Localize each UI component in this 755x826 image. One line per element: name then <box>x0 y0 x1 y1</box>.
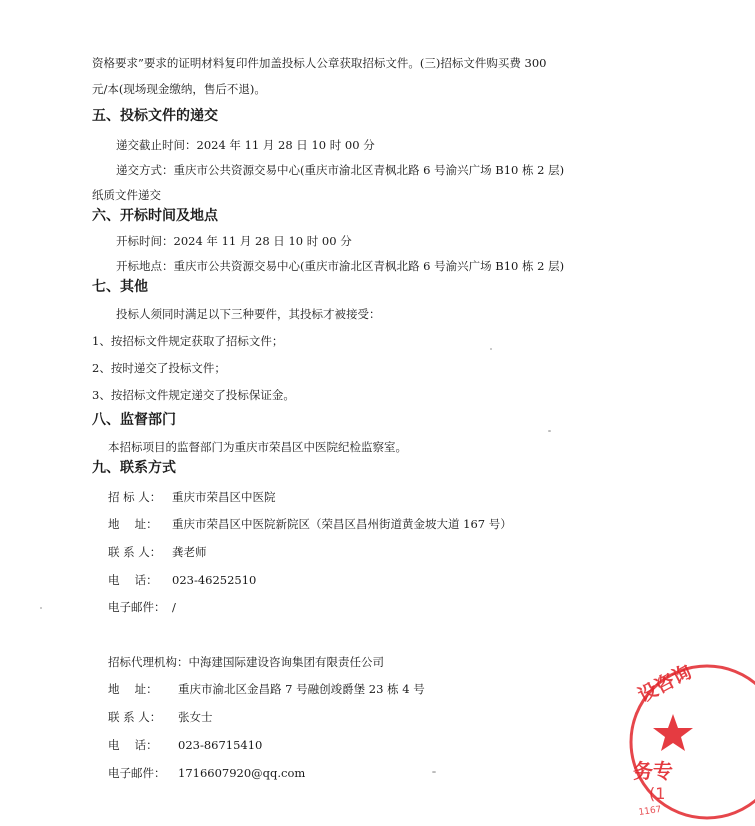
contact-row-email <box>108 598 176 616</box>
opening-place: 开标地点：重庆市公共资源交易中心(重庆市渝北区青枫北路 6 号渝兴广场 B10 栋 2 层) <box>116 259 565 273</box>
agency-row-email <box>108 764 305 782</box>
scan-speck <box>490 348 492 350</box>
submission-method: 递交方式：重庆市公共资源交易中心(重庆市渝北区青枫北路 6 号渝兴广场 B10 栋 2 层) <box>116 163 565 177</box>
agency-value: 张女士 <box>178 710 213 724</box>
agency-row-person <box>108 708 213 726</box>
contact-value: 重庆市荣昌区中医院 <box>172 490 276 504</box>
submission-method-continued: 纸质文件递交 <box>92 188 161 202</box>
company-seal <box>625 662 755 822</box>
requirement-item: 2、按时递交了投标文件； <box>92 361 226 375</box>
company-seal-graphic <box>625 662 755 822</box>
scan-speck <box>40 607 42 609</box>
contact-value: / <box>172 600 176 614</box>
section-6-heading: 六、开标时间及地点 <box>92 208 218 224</box>
agency-label: 电 话： <box>108 738 158 752</box>
contact-label: 招 标 人： <box>108 490 162 504</box>
contact-row-tenderer <box>108 488 276 506</box>
intro-line-1: 资格要求”要求的证明材料复印件加盖投标人公章获取招标文件。(三)招标文件购买费 300 <box>92 56 547 70</box>
opening-time: 开标时间：2024 年 11 月 28 日 10 时 00 分 <box>116 234 352 248</box>
agency-value: 1716607920@qq.com <box>178 766 306 780</box>
agency-row-address <box>108 680 425 698</box>
contact-label: 电子邮件： <box>108 600 166 614</box>
agency-label: 电子邮件： <box>108 766 166 780</box>
contact-value: 重庆市荣昌区中医院新院区（荣昌区昌州街道黄金坡大道 167 号） <box>172 517 512 531</box>
scan-speck <box>548 430 551 432</box>
agency-title: 招标代理机构：中海建国际建设咨询集团有限责任公司 <box>108 655 384 669</box>
contact-row-person <box>108 543 207 561</box>
seal-paren-text: (1 <box>649 784 666 803</box>
contact-row-phone <box>108 571 256 589</box>
contact-label: 电 话： <box>108 573 158 587</box>
agency-label: 地 址： <box>108 682 158 696</box>
requirement-item: 1、按招标文件规定获取了招标文件； <box>92 334 284 348</box>
contact-value: 023-46252510 <box>172 573 257 587</box>
agency-label: 联 系 人： <box>108 710 162 724</box>
submission-deadline: 递交截止时间：2024 年 11 月 28 日 10 时 00 分 <box>116 138 375 152</box>
agency-row-phone <box>108 736 262 754</box>
agency-value: 023-86715410 <box>178 738 263 752</box>
seal-star-icon <box>653 714 693 751</box>
seal-number-text: 1167 <box>638 804 663 818</box>
contact-label: 联 系 人： <box>108 545 162 559</box>
scan-speck <box>432 771 436 773</box>
intro-line-2: 元/本(现场现金缴纳，售后不退)。 <box>92 82 266 96</box>
section-5-heading: 五、投标文件的递交 <box>92 108 218 124</box>
section-8-heading: 八、监督部门 <box>92 412 176 428</box>
agency-value: 重庆市渝北区金昌路 7 号融创竣爵堡 23 栋 4 号 <box>178 682 425 696</box>
contact-value: 龚老师 <box>172 545 207 559</box>
section-7-heading: 七、其他 <box>92 279 148 295</box>
requirement-item: 3、按招标文件规定递交了投标保证金。 <box>92 388 295 402</box>
seal-middle-text: 务专 <box>633 759 673 783</box>
supervision-text: 本招标项目的监督部门为重庆市荣昌区中医院纪检监察室。 <box>108 440 407 454</box>
requirements-intro: 投标人须同时满足以下三种要件，其投标才被接受： <box>116 307 381 321</box>
section-9-heading: 九、联系方式 <box>92 460 176 476</box>
seal-top-text: 设咨询 <box>634 660 696 707</box>
contact-label: 地 址： <box>108 517 158 531</box>
contact-row-address <box>108 515 512 533</box>
